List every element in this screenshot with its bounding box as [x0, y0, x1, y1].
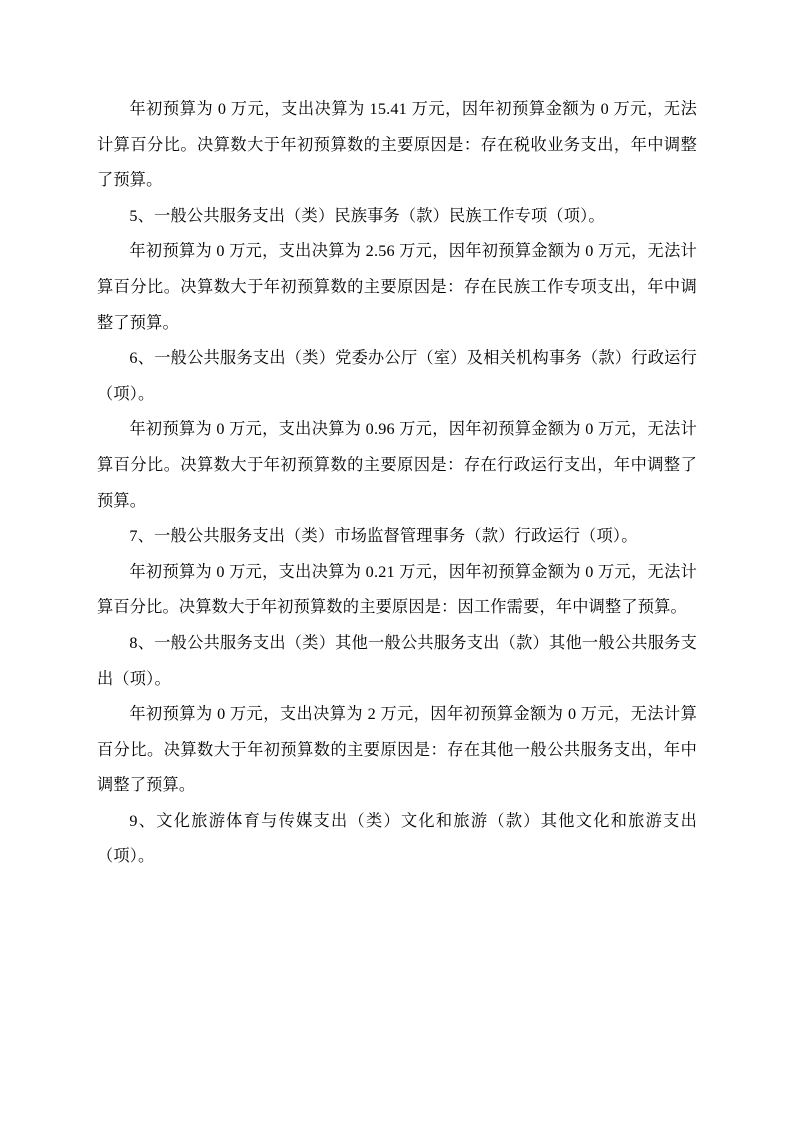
document-body	[97, 92, 697, 875]
paragraph: 年初预算为 0 万元，支出决算为 2 万元，因年初预算金额为 0 万元，无法计算百分比。决算数大于年初预算数的主要原因是：存在其他一般公共服务支出，年中调整了预算。	[97, 705, 697, 795]
paragraph: 年初预算为 0 万元，支出决算为 0.21 万元，因年初预算金额为 0 万元，无法计算百分比。决算数大于年初预算数的主要原因是：因工作需要，年中调整了预算。	[97, 562, 697, 617]
paragraph: 5、一般公共服务支出（类）民族事务（款）民族工作专项（项）。	[129, 206, 605, 225]
paragraph: 8、一般公共服务支出（类）其他一般公共服务支出（款）其他一般公共服务支出（项）。	[97, 633, 697, 688]
paragraph: 年初预算为 0 万元，支出决算为 15.41 万元，因年初预算金额为 0 万元，无法计算百分比。决算数大于年初预算数的主要原因是：存在税收业务支出，年中调整了预算。	[97, 100, 697, 190]
paragraph: 年初预算为 0 万元，支出决算为 0.96 万元，因年初预算金额为 0 万元，无法计算百分比。决算数大于年初预算数的主要原因是：存在行政运行支出，年中调整了预算。	[97, 420, 697, 510]
paragraph: 9、文化旅游体育与传媒支出（类）文化和旅游（款）其他文化和旅游支出（项）。	[97, 811, 697, 866]
paragraph: 年初预算为 0 万元，支出决算为 2.56 万元，因年初预算金额为 0 万元，无法计算百分比。决算数大于年初预算数的主要原因是：存在民族工作专项支出，年中调整了预算。	[97, 242, 697, 332]
paragraph: 7、一般公共服务支出（类）市场监督管理事务（款）行政运行（项）。	[129, 527, 638, 546]
paragraph: 6、一般公共服务支出（类）党委办公厅（室）及相关机构事务（款）行政运行（项）。	[97, 349, 697, 403]
